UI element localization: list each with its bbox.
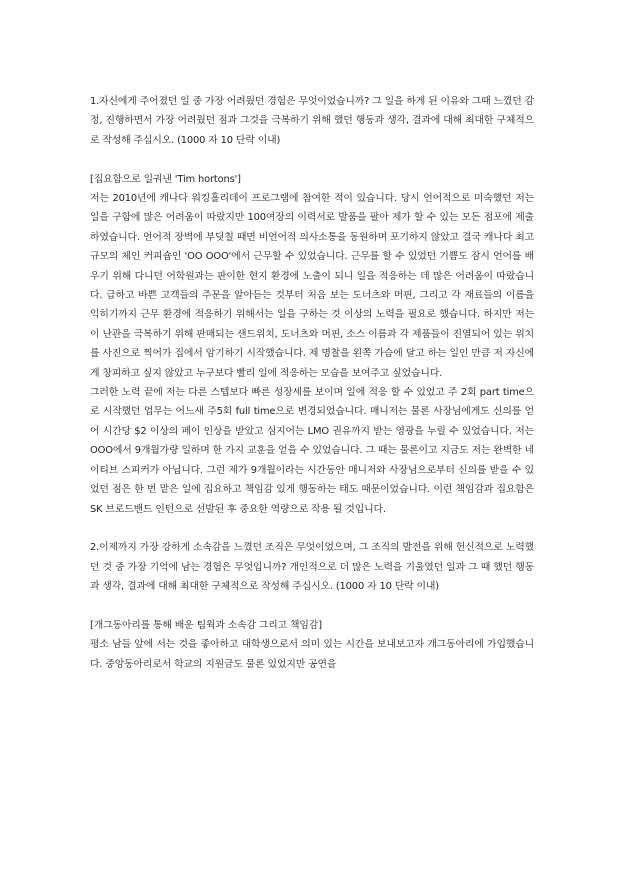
spacer bbox=[90, 150, 534, 169]
document-body bbox=[90, 92, 534, 674]
answer-2-paragraph-1: 평소 남들 앞에 서는 것을 좋아하고 대학생으로서 의미 있는 시간을 보내보고자 개그동아리에 가입했습니다. 중앙동아리로서 학교의 지원금도 물론 있었지만 공연을 bbox=[90, 639, 534, 670]
spacer bbox=[90, 597, 534, 616]
question-2: 2.이제까지 가장 강하게 소속감을 느꼈던 조직은 무엇이었으며, 그 조직의 발전을 위해 헌신적으로 노력했던 것 중 가장 기억에 남는 경험은 무엇입니까? 개인적으로 더 많은 노력을 기울였던 일과 그 때 했던 행동과 생각, 결과에 대해 최대한 구체적으로 작성해 주십시오. (1000 자 10 단락 이내) bbox=[90, 542, 534, 593]
spacer bbox=[90, 519, 534, 538]
answer-1-title: [집요함으로 일궈낸 'Tim hortons'] bbox=[90, 173, 241, 185]
answer-1-paragraph-1: 저는 2010년에 캐나다 워킹홀리데이 프로그램에 참여한 적이 있습니다. 당시 언어적으로 미숙했던 저는 일을 구함에 많은 어려움이 따랐지만 100여장의 이력서로 발품을 팔아 제가 할 수 있는 모든 점포에 제출하였습니다. 언어적 장벽에 부딪칠 때면 비언어적 의사소통을 동원하며 포기하지 않았고 결국 캐나다 최고 규모의 체인 커피숍인 'OO OOO'에서 근무할 수 있었습니다. 근무를 할 수 있었던 기쁨도 잠시 언어를 배우기 위해 다니던 어학원과는 판이한 현지 환경에 노출이 되니 일을 적응하는 데 많은 어려움이 따랐습니다. 급하고 바쁜 고객들의 주문을 알아듣는 것부터 처음 보는 도너츠와 머핀, 그리고 각 재료들의 이름을 익히기까지 근무 환경에 적응하기 위해서는 일을 구하는 것 이상의 노력을 필요로 했습니다. 하지만 저는 이 난관을 극복하기 위해 판매되는 샌드위치, 도너츠와 머핀, 소스 이름과 각 제품들이 진열되어 있는 위치를 사진으로 찍어가 집에서 암기하기 시작했습니다. 제 명찰을 왼쪽 가슴에 달고 하는 일인 만큼 저 자신에게 창피하고 싶지 않았고 누구보다 빨리 일에 적응하는 모습을 보여주고 싶었습니다. bbox=[90, 193, 534, 379]
answer-1-paragraph-2: 그러한 노력 끝에 저는 다른 스텝보다 빠른 성장세를 보이며 일에 적응 할 수 있었고 주 2회 part time으로 시작했던 업무는 어느새 주5회 full time으로 변경되었습니다. 매니저는 물론 사장님에게도 신의를 얻어 시간당 $2 이상의 페이 인상을 받았고 심지어는 LMO 권유까지 받는 영광을 누릴 수 있었습니다. 저는 OOO에서 9개월가량 일하며 한 가지 교훈을 얻을 수 있었습니다. 그 때는 물론이고 지금도 저는 완벽한 네이티브 스피커가 아닙니다. 그런 제가 9개월이라는 시간동안 매니저와 사장님으로부터 신의를 받을 수 있었던 점은 한 번 맡은 일에 집요하고 책임감 있게 행동하는 태도 때문이었습니다. 이런 책임감과 집요함은 SK 브로드밴드 인턴으로 선발된 후 중요한 역량으로 작용 될 것입니다. bbox=[90, 387, 534, 515]
question-1: 1.자신에게 주어졌던 일 중 가장 어려웠던 경험은 무엇이었습니까? 그 일을 하게 된 이유와 그때 느꼈던 감정, 진행하면서 가장 어려웠던 점과 그것을 극복하기 위해 했던 행동과 생각, 결과에 대해 최대한 구체적으로 작성해 주십시오. (1000 자 10 단락 이내) bbox=[90, 96, 535, 146]
answer-2-title: [개그동아리를 통해 배운 팀웍과 소속감 그리고 책임감] bbox=[90, 619, 322, 631]
